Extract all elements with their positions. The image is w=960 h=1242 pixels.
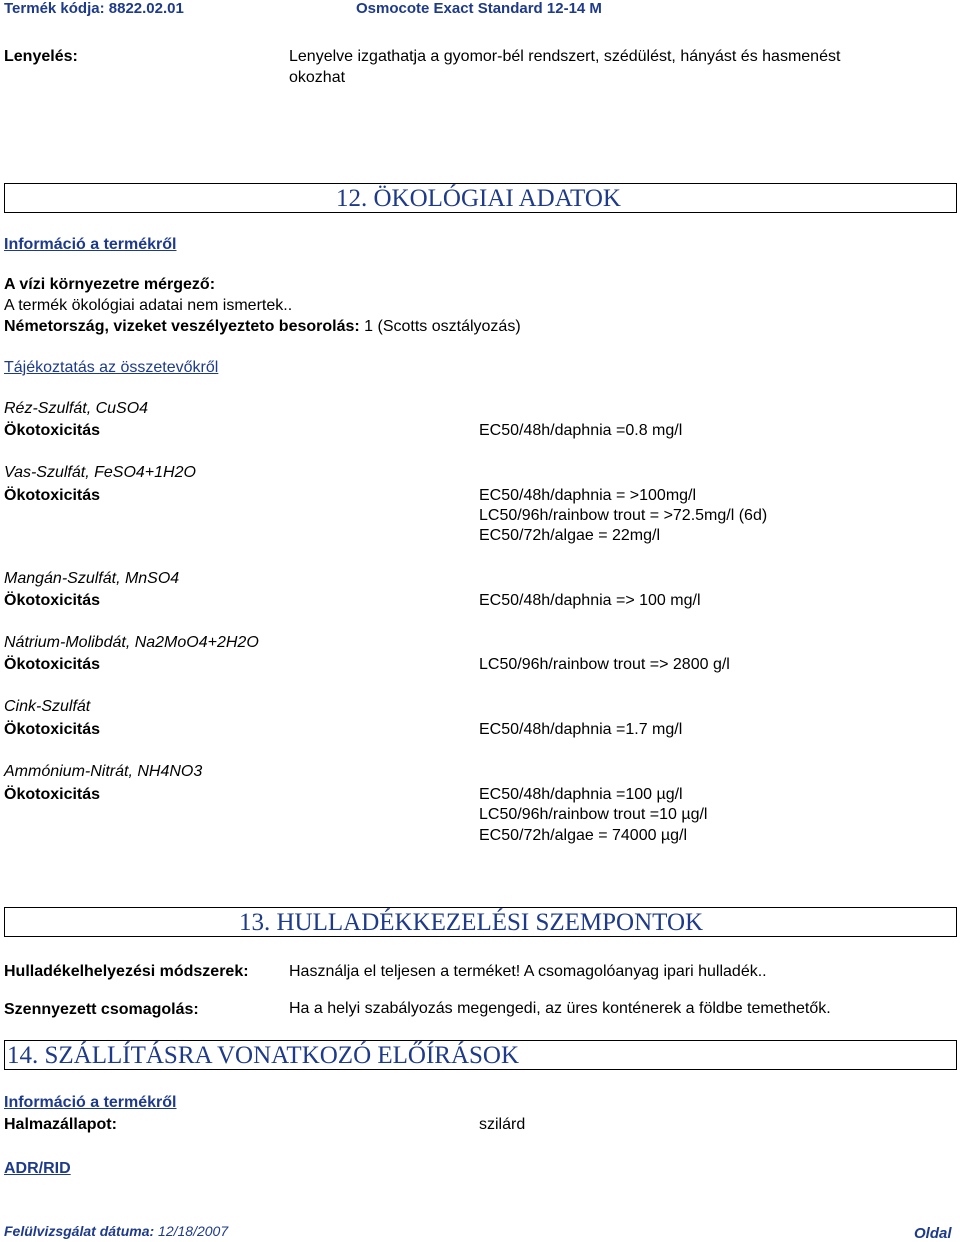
adr-rid-heading: ADR/RID bbox=[4, 1160, 71, 1177]
page-label: Oldal bbox=[914, 1225, 952, 1242]
revision-label: Felülvizsgálat dátuma: bbox=[4, 1223, 155, 1239]
product-info-heading: Információ a termékről bbox=[4, 236, 177, 253]
aquatic-text: A termék ökológiai adatai nem ismertek.. bbox=[4, 297, 293, 314]
component-name: Nátrium-Molibdát, Na2MoO4+2H2O bbox=[4, 634, 259, 651]
component-name: Vas-Szulfát, FeSO4+1H2O bbox=[4, 464, 196, 481]
ecotoxicity-value: EC50/48h/daphnia => 100 mg/l bbox=[479, 592, 701, 609]
product-name: Osmocote Exact Standard 12-14 M bbox=[356, 0, 602, 17]
section-14-header bbox=[4, 1040, 957, 1070]
state-label: Halmazállapot: bbox=[4, 1116, 117, 1133]
ecotoxicity-value: EC50/48h/daphnia =0.8 mg/l bbox=[479, 422, 683, 439]
ecotoxicity-value: EC50/72h/algae = 74000 µg/l bbox=[479, 827, 688, 844]
germany-label: Németország, vizeket veszélyezteto besorolás: bbox=[4, 318, 360, 335]
ecotoxicity-label: Ökotoxicitás bbox=[4, 786, 101, 803]
disposal-label: Hulladékelhelyezési módszerek: bbox=[4, 963, 249, 980]
section-13-title: 13. HULLADÉKKEZELÉSI SZEMPONTOK bbox=[239, 909, 704, 936]
component-name: Ammónium-Nitrát, NH4NO3 bbox=[4, 763, 203, 780]
germany-classification bbox=[4, 318, 521, 336]
component-name: Mangán-Szulfát, MnSO4 bbox=[4, 570, 180, 587]
ecotoxicity-value: LC50/96h/rainbow trout = >72.5mg/l (6d) bbox=[479, 507, 768, 524]
ecotoxicity-label: Ökotoxicitás bbox=[4, 487, 101, 504]
packaging-text: Ha a helyi szabályozás megengedi, az üres konténerek a földbe temethetők. bbox=[289, 1000, 831, 1017]
section-13-header bbox=[4, 907, 957, 937]
ecotoxicity-label: Ökotoxicitás bbox=[4, 592, 101, 609]
germany-value: 1 (Scotts osztályozás) bbox=[364, 318, 521, 335]
ingestion-text-line1: Lenyelve izgathatja a gyomor-bél rendszert, szédülést, hányást és hasmenést bbox=[289, 48, 841, 65]
ecotoxicity-label: Ökotoxicitás bbox=[4, 656, 101, 673]
ecotoxicity-value: EC50/48h/daphnia =100 µg/l bbox=[479, 786, 683, 803]
disposal-text: Használja el teljesen a terméket! A csomagolóanyag ipari hulladék.. bbox=[289, 963, 767, 980]
ecotoxicity-value: EC50/48h/daphnia = >100mg/l bbox=[479, 487, 697, 504]
state-value: szilárd bbox=[479, 1116, 526, 1133]
product-code: Termék kódja: 8822.02.01 bbox=[4, 0, 184, 17]
revision-date-value: 12/18/2007 bbox=[158, 1223, 229, 1239]
transport-product-info-heading: Információ a termékről bbox=[4, 1094, 177, 1111]
ecotoxicity-value: EC50/72h/algae = 22mg/l bbox=[479, 527, 661, 544]
section-12-title: 12. ÖKOLÓGIAI ADATOK bbox=[336, 185, 621, 212]
ecotoxicity-label: Ökotoxicitás bbox=[4, 721, 101, 738]
revision-date bbox=[4, 1223, 228, 1239]
component-name: Réz-Szulfát, CuSO4 bbox=[4, 400, 149, 417]
ecotoxicity-value: LC50/96h/rainbow trout =10 µg/l bbox=[479, 806, 708, 823]
ecotoxicity-value: EC50/48h/daphnia =1.7 mg/l bbox=[479, 721, 683, 738]
aquatic-label: A vízi környezetre mérgező: bbox=[4, 276, 216, 293]
ecotoxicity-label: Ökotoxicitás bbox=[4, 422, 101, 439]
section-14-title: 14. SZÁLLÍTÁSRA VONATKOZÓ ELŐÍRÁSOK bbox=[7, 1042, 520, 1069]
section-12-header bbox=[4, 183, 957, 213]
ingestion-text-line2: okozhat bbox=[289, 69, 346, 86]
packaging-label: Szennyezett csomagolás: bbox=[4, 1001, 199, 1018]
component-name: Cink-Szulfát bbox=[4, 698, 91, 715]
components-heading: Tájékoztatás az összetevőkről bbox=[4, 359, 219, 376]
ecotoxicity-value: LC50/96h/rainbow trout => 2800 g/l bbox=[479, 656, 730, 673]
ingestion-label: Lenyelés: bbox=[4, 48, 78, 65]
